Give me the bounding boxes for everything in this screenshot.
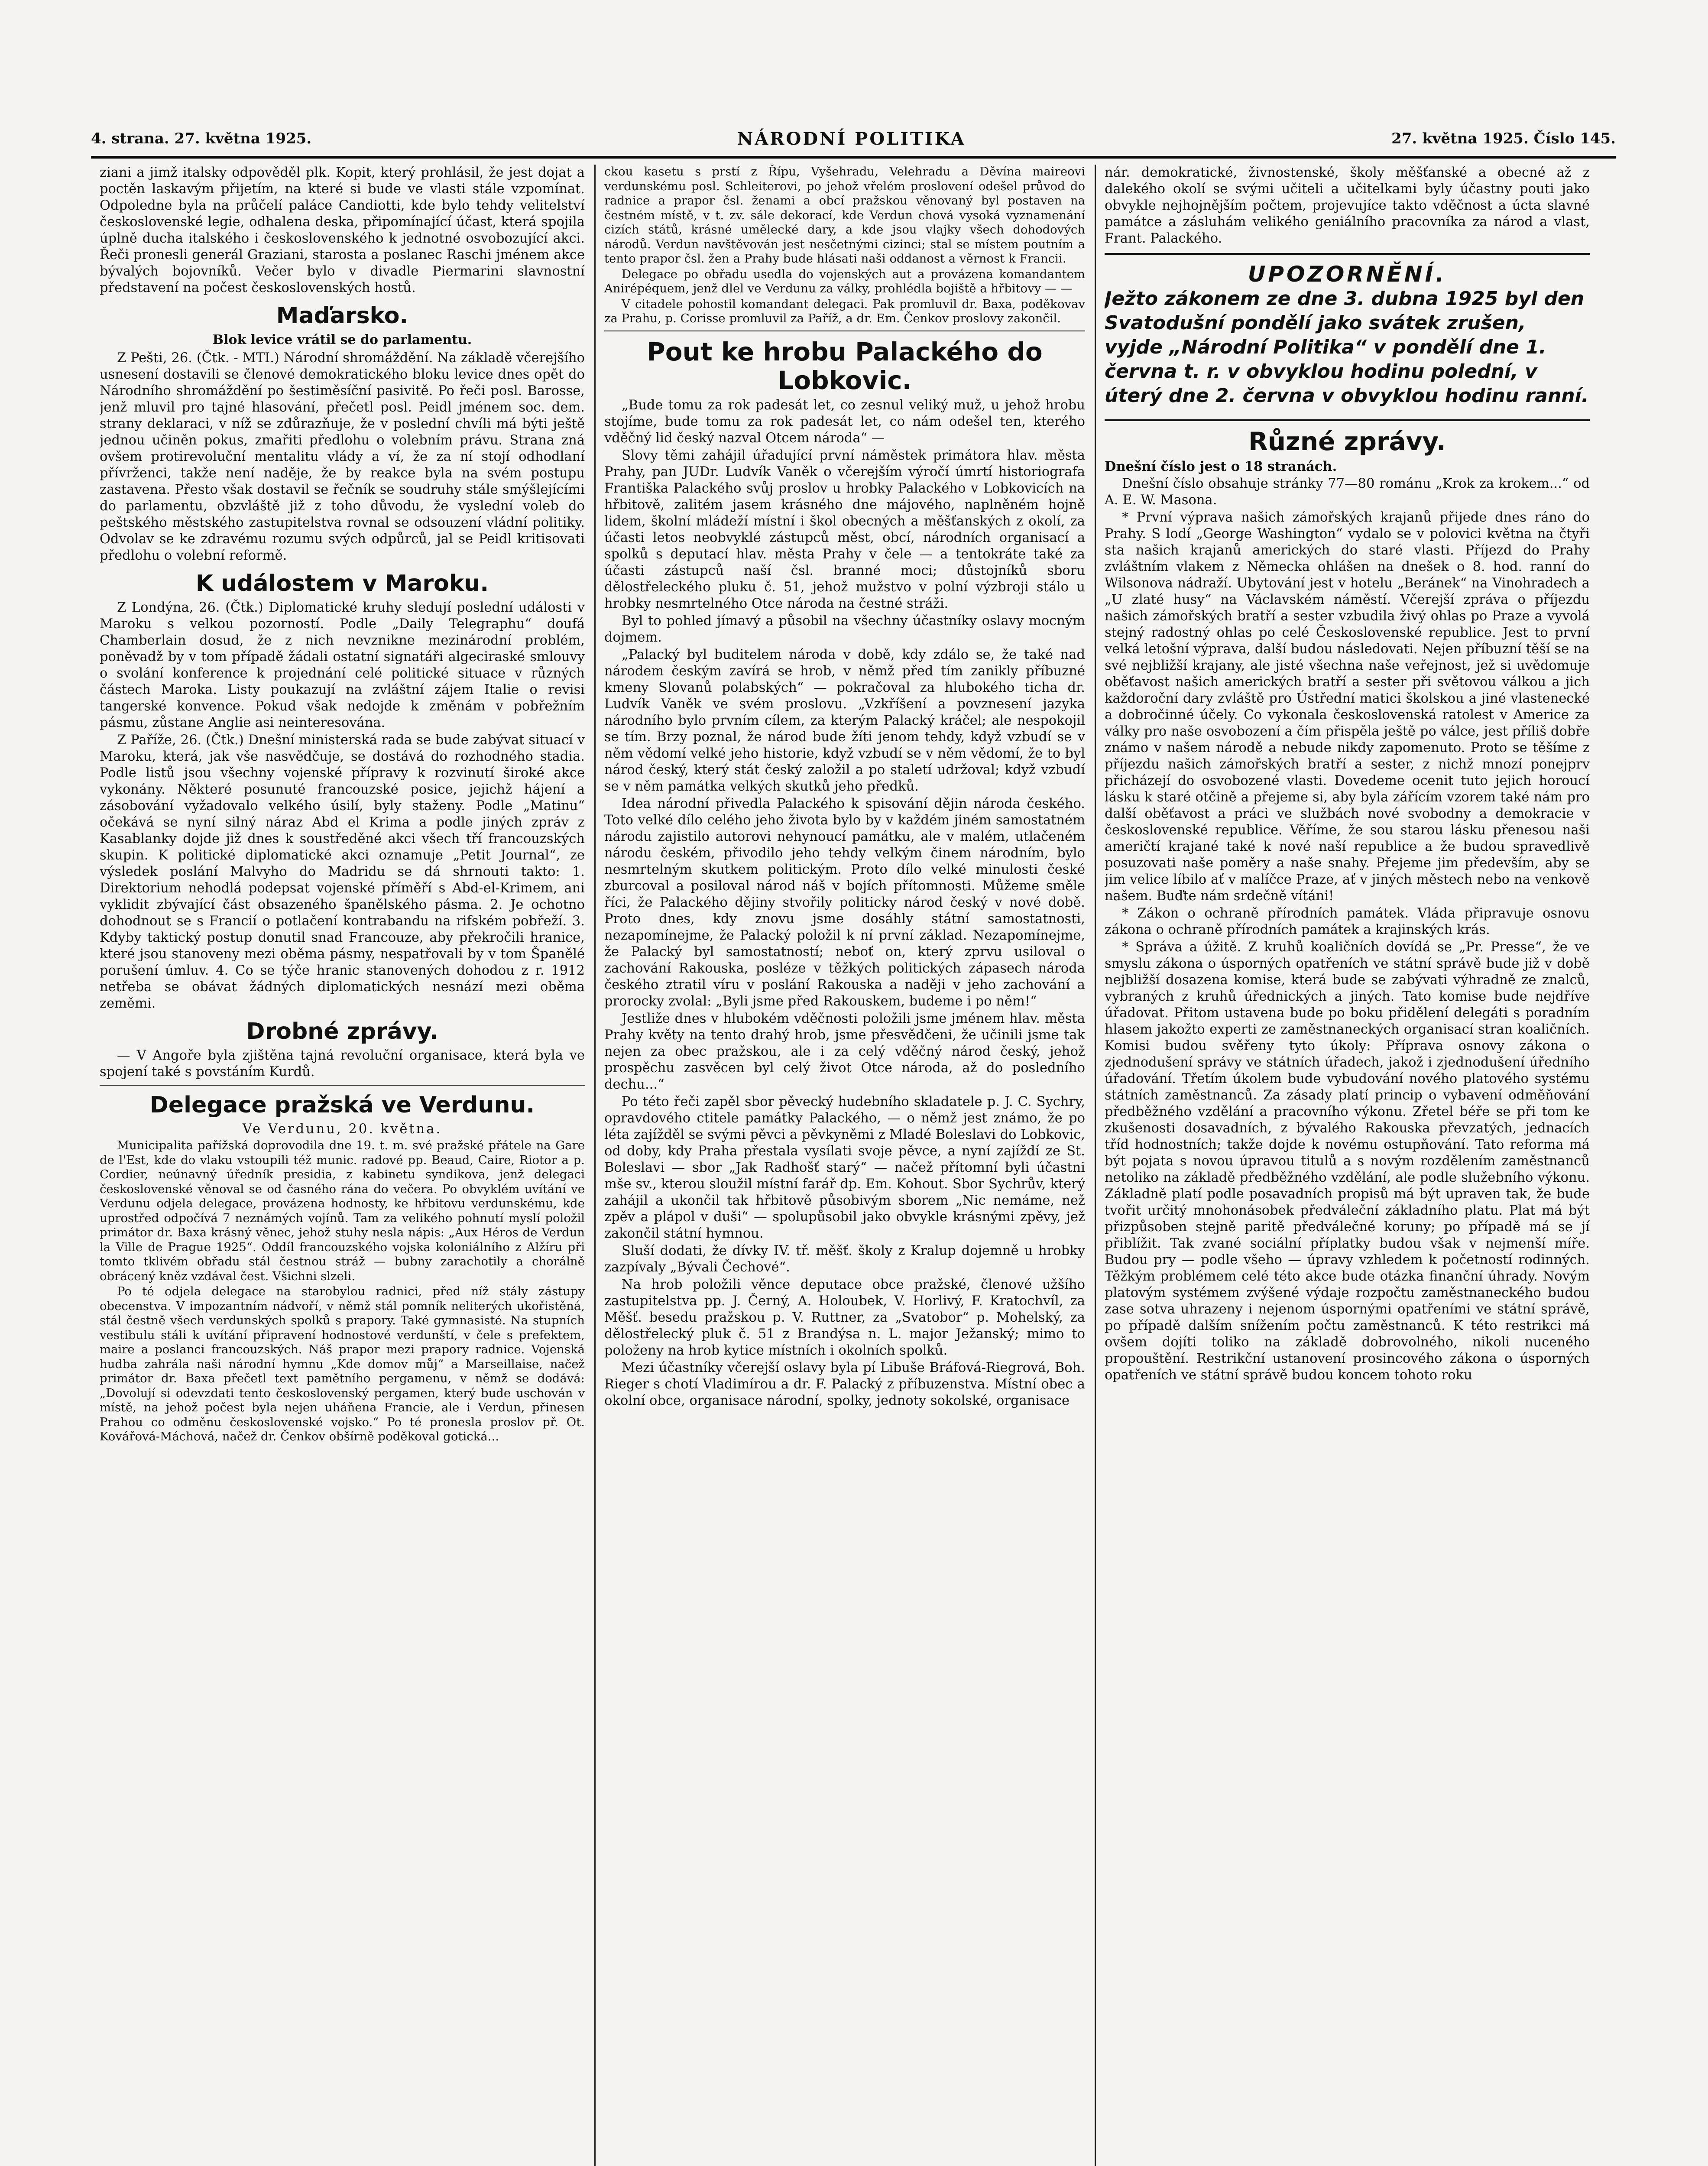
article-paragraph: nár. demokratické, živnostenské, školy měšťanské a obecné až z dalekého okolí se svými učiteli a učitelkami byly účastny pouti jako obvykle nejhojnějším počtem, projevujíce takto vděčnost a úcta slavné památce a zásluhám velikého geniálního pracovníka za národ a vlast, Frant. Palackého. (1105, 165, 1590, 246)
page-header (91, 121, 1616, 156)
article-paragraph: Slovy těmi zahájil úřadující první náměstek primátora hlav. města Prahy, pan JUDr. Ludvík Vaněk o včerejším výročí úmrtí historiografa Františka Palackého svůj proslov u hrobky Palackého v Lobkovicích na hřbitově, zalitém jasem krásného dne májového, naplněném hojně lidem, školní mládeží místní i škol obecných a měšťanských z okolí, za účasti letos neobvyklé zástupců měst, obcí, národních organisací a spolků s deputací hlav. města Prahy v čele — a tentokráte také za účasti zástupců naší čsl. branné moci; důstojníků sboru dělostřeleckého pluku č. 51, jehož mužstvo v polní výzbroji stálo u hrobky nesmrtelného Otce národa na čestné stráži. (604, 447, 1085, 611)
article-paragraph: Na hrob položili věnce deputace obce pražské, členové užšího zastupitelstva pp. J. Černý, A. Holoubek, V. Horlivý, F. Kratochvíl, za Měšť. besedu pražskou p. V. Ruttner, za „Svatobor“ p. Mohelský, za dělostřelecký pluk č. 51 z Brandýsa n. L. major Ježanský; mimo to položeny na hrob kytice místních i okolních spolků. (604, 1277, 1085, 1358)
section-heading-ruzne: Různé zprávy. (1248, 427, 1446, 456)
article-paragraph: Idea národní přivedla Palackého k spisování dějin národa českého. Toto velké dílo celého jeho života bylo by v každém jiném samostatném národu zajistilo autorovi nehynoucí památku, ale v malém, utlačeném národu českém, přivodilo jeho tehdy velkým činem národním, bylo nesmrtelným skutkem politickým. Proto dílo velké minulosti české zburcoval a posiloval národ náš v bojích přítomnosti. Můžeme směle říci, že Palackého dějiny stvořily politicky národ český v nové době. Proto dnes, kdy znovu jsme dosáhly státní samostatnosti, nezapomínejme, že Palacký položil k ní první základ. Nezapomínejme, že Palacký byl samostatností; neboť on, který zprvu usiloval o zachování Rakouska, posléze v těžkých politických zápasech národa českého ztratil víru v poslání Rakouska a naději v jeho zachování a prorocky zvolal: „Byli jsme před Rakouskem, budeme i po něm!“ (604, 796, 1085, 1009)
article-title-pout: Pout ke hrobu Palackého do Lobkovic. (647, 337, 1043, 395)
article-paragraph: * První výprava našich zámořských krajanů přijede dnes ráno do Prahy. S lodí „George Washington“ vydalo se v polovici května na čtyři sta našich krajanů amerických do staré vlasti. Příjezd do Prahy zvláštním vlakem z Německa ohlášen na dnešek o 8. hod. ranní do Wilsonova nádraží. Ubytování jest v hotelu „Beránek“ na Vinohradech a „U zlaté husy“ na Václavském náměstí. Včerejší zpráva o příjezdu našich zámořských bratří a sester vzbudila živý ohlas po Praze a vyvolá stejný radostný ohlas po celé Československé republice. Jest to první velká letošní výprava, další budou následovati. Nejen příbuzní těší se na své nejbližší krajany, ale jisté všechna naše veřejnost, jež si uvědomuje oběťavost našich amerických bratří a sester při světovou válkou a jich každoroční dary zvláště pro Ústřední matici školskou a jiné vlastenecké a dobročinné účely. Co vykonala československá ratolest v Americe za války pro naše osvobození a čím přispěla ještě po válce, jest příliš dobře známo v našem národě a nebude nikdy zapomenuto. Proto se těšíme z příjezdu našich zámořských bratří a sester, z nichž mnozí ponejprv přicházejí do osvobozené vlasti. Dovedeme ocenit tuto jejich horoucí lásku k staré otčině a přejeme si, aby byla zářícím vzorem také nám pro další oběťavost a práci ve službách nové svobodny a demokracie v československé republice. Věříme, že sou starou lásku přenesou naši američtí krajané také k nové naší republice a že budou spravedlivě posuzovati naše poměry a naše snahy. Přejeme jim především, aby se jim velice líbilo ať v malíčce Praze, ať v jiných městech nebo na venkově našem. Buďte nám srdečně vítáni! (1105, 510, 1590, 904)
header-rule (91, 156, 1616, 159)
article-paragraph: Sluší dodati, že dívky IV. tř. měšť. školy z Kralup dojemně u hrobky zazpívaly „Bývali Čechové“. (604, 1243, 1085, 1275)
article-paragraph: Z Pešti, 26. (Čtk. - MTI.) Národní shromáždění. Na základě včerejšího usnesení dostavili se členové demokratického bloku levice dnes opět do Národního shromáždění po šestiměsíční pasivitě. Po řeči posl. Barosse, jenž mluvil pro tajné hlasování, přečetl posl. Peidl jménem soc. dem. strany deklaraci, v níž se zdůrazňuje, že v poslední chvíli má býti ještě jednou učiněn pokus, zmařiti předlohu o volebním právu. Strana zná ovšem protirevoluční mentalitu vlády a ví, že za ní stojí odhodlaní přívrženci, takže není naděje, že by reakce byla na svém postupu zastavena. Přesto však dostavil se řečník se soudruhy stále smýšlejícími do parlamentu, obzvláště již z toho důvodu, že vyslední voleb do peštského městského zastupitelstva rovnal se odsouzení vládní politiky. Odvolav se ke zdravému rozumu svých odpůrců, jal se Peidl kritisovati předlohu o volební reformě. (100, 350, 585, 563)
article-paragraph: Mezi účastníky včerejší oslavy byla pí Libuše Bráfová-Riegrová, Boh. Rieger s chotí Vladimírou a dr. F. Palacký z příbuzenstva. Místní obec a okolní obce, organisace národní, spolky, jednoty sokolské, organisace (604, 1360, 1085, 1408)
article-paragraph: „Palacký byl buditelem národa v době, kdy zdálo se, že také nad národem českým zavírá se hrob, v němž před tím zanikly příbuzné kmeny Slovanů polabských“ — pokračoval za hlubokého ticha dr. Ludvík Vaněk ve svém proslovu. „Vzkříšení a povznesení jazyka národního bylo prvním cílem, za kterým Palacký kráčel; ale nespokojil se tím. Brzy poznal, že národ bude žíti jenom tehdy, když vzbudí se v něm vědomí velké jeho historie, když vzbudí se v něm vědomí, že to byl národ český, který stát český založil a po staletí udržoval; když vzbudí se v něm památka velkých skutků jeho předků. (604, 647, 1085, 794)
article-paragraph: Z Londýna, 26. (Čtk.) Diplomatické kruhy sledují poslední události v Maroku s velkou pozorností. Podle „Daily Telegraphu“ doufá Chamberlain dosud, že z nich nevznikne mezinárodní problém, poněvadž by v tom případě žádali ostatní signatáři algeciraské smlouvy o svolání konference k projednání celé politické situace v různých částech Maroka. Listy poukazují na zvláštní zájem Italie o revisi tangerské konvence. Pokud však nedojde k změnám v pobřežním pásmu, zůstane Anglie asi neinteresována. (100, 600, 585, 730)
section-heading-drobne: Drobné zprávy. (246, 1018, 438, 1044)
column-1 (100, 165, 585, 2166)
article-paragraph: Jestliže dnes v hlubokém vděčnosti položili jsme jménem hlav. města Prahy květy na tento drahý hrob, jsme přesvědčeni, že učinili jsme tak nejen za obec pražskou, ale i za celý vděčný národ český, jehož prospěchu zasvěcen byl celý život Otce národa, až do posledního dechu...“ (604, 1011, 1085, 1092)
article-paragraph: V citadele pohostil komandant delegaci. Pak promluvil dr. Baxa, poděkovav za Prahu, p. Corisse promluvil za Paříž, a dr. Em. Čenkov proslovy zakončil. (604, 297, 1085, 325)
article-paragraph: Po této řeči zapěl sbor pěvecký hudebního skladatele p. J. C. Sychry, opravdového ctitele památky Palackého, — o němž jest známo, že po léta zajížděl se svými pěvci a pěvkyněmi z Mladé Boleslavi do Lobkovic, od doby, kdy Praha přestala vysílati svoje pěvce, a nyní zajíždí ze St. Boleslavi — sbor „Jak Radhošť starý“ — načež přítomní byli účastni mše sv., kterou sloužil místní farář dp. Em. Kohout. Sbor Sychrův, který zahájil a ukončil tak hřbitově působivým sborem „Nic nemáme, než zpěv a plápol v duši“ — spolupůsobil jako obvykle krásnými zpěvy, jež zakončil státní hymnou. (604, 1094, 1085, 1241)
article-paragraph: ziani a jimž italsky odpověděl plk. Kopit, který prohlásil, že jest dojat a poctěn laskavým přijetím, na které si bude ve vlasti stále vzpomínat. Odpoledne byla na průčelí paláce Candiotti, kde bylo tehdy velitelství československé legie, odhalena deska, připomínající účast, která spojila úplně ducha italského i československého k jednotné osvobozující akci. Řeči pronesli generál Graziani, starosta a poslanec Raschi jménem akce bývalých bojovníků. Večer bylo v divadle Piermarini slavnostní představení na počest československých hostů. (100, 165, 585, 295)
header-page-date: 4. strana. 27. května 1925. (91, 130, 312, 147)
dateline: Ve Verdunu, 20. května. (242, 1122, 442, 1137)
separator (1105, 253, 1590, 255)
separator (100, 1085, 585, 1086)
article-paragraph: * Správa a úžitě. Z kruhů koaličních dovídá se „Pr. Presse“, že ve smyslu zákona o úsporných opatřeních ve státní správě bude již v době nejbližší dosazena komise, která bude se zabývati výhradně ze znalců, vybraných z kruhů úřednických a jiných. Tato komise bude nejdříve úřadovat. Přitom ustavena bude po boku přidělení delegáti s poradním hlasem jakožto experti ze zaměstnaneckých organisací stran koaličních. Komisi budou svěřeny tyto úkoly: Příprava osnovy zákona o zjednodušení správy ve státních úřadech, jakož i zjednodušení úředního úřadování. Třetím úkolem bude vybudování nového platového systému státních zaměstnanců. Za zásady platí princip o vybavení odměňování předběžného vzdělání a pracovního výkonu. Zřetel béře se při tom ke zkušenosti dosavadních, z bývalého Rakouska převzatých, jednacích tříd hodnostních; takže dojde k novému ostupňování. Tato reforma má být pojata s novou úpravou titulů a s novým rozdělením zaměstnanců netoliko na základě předběžného vzdělání, ale podle služebního výkonu. Základně platí podle posavadních propisů má být upraven tak, že bude tvořit určitý mnohonásobek předváleční základního platu. Plat má být přizpůsoben stejně paritě předválečné koruny; po případě má se jí přiblížit. Tak zvané sociální příplatky budou však v nejmenší míře. Budou pry — podle všeho — úpravy vzhledem k početností rodinných. Těžkým problémem celé této akce bude otázka finanční úhrady. Novým platovým systémem zvýšené výdaje rozpočtu zaměstnaneckého budou zase sotva uhrazeny i nejenom úspornými opatřeními ve státní správě, po případě dalším snížením počtu zaměstnanců. K této restrikci má ovšem dojíti toliko na základě dobrovolného, nikoli nuceného propouštění. Restrikční ustanovení prosincového zákona o úsporných opatřeních ve státní správě budou koncem tohoto roku (1105, 940, 1590, 1383)
notice-body: Ježto zákonem ze dne 3. dubna 1925 byl den Svatodušní pondělí jako svátek zrušen, vyjde „Národní Politika“ v pondělí dne 1. června t. r. v obvyklou hodinu polední, v úterý dne 2. června v obvyklou hodinu ranní. (1105, 288, 1589, 407)
article-paragraph: Po té odjela delegace na starobylou radnici, před níž stály zástupy obecenstva. V impozantním nádvoří, v němž stál pomník neliterých ukořistěná, stál čestně všech verdunských spolků s prapory. Také gymnasisté. Na stupních vestibulu stáli k uvítání připravení hodnostové verdunští, v čele s prefektem, maire a poslanci francouzských. Náš prapor mezi prapory radnice. Vojenská hudba zahrála naši národní hymnu „Kde domov můj“ a Marseillaise, načež primátor dr. Baxa přečetl text pamětního pergamenu, v němž se dodává: „Dovolují si odevzdati tento československý pergamen, který bude uschován v místě, na jehož počest byla nejen uháňena Francie, ale i Verdun, přinesen Prahou co odměnu československé vojsko.“ Po té pronesla proslov př. Ot. Kovářová-Máchová, načež dr. Čenkov obšírně poděkoval gotická... (100, 1284, 585, 1443)
column-3 (1105, 165, 1590, 2166)
column-2 (604, 165, 1085, 2166)
article-paragraph: Dnešní číslo obsahuje stránky 77—80 románu „Krok za krokem...“ od A. E. W. Masona. (1105, 476, 1590, 508)
article-title-delegace: Delegace pražská ve Verdunu. (149, 1092, 535, 1118)
article-subheading: Blok levice vrátil se do parlamentu. (212, 332, 472, 347)
article-paragraph: Municipalita pařížská doprovodila dne 19. t. m. své pražské přátele na Gare de l'Est, kde do vlaku vstoupili též munic. radové pp. Beaud, Caire, Riotor a p. Cordier, neúnavný úředník presidia, z kabinetu syndikova, jenž delegaci československé věnoval se od časného rána do večera. Po obvyklém uvítání ve Verdunu odjela delegace, provázena hodnosty, ke hřbitovu verdunskému, kde uprostřed odpočívá 7 neznámých vojínů. Tam za velikého pohnutí myslí položil primátor dr. Baxa krásný věnec, jehož stuhy nesla nápis: „Aux Héros de Verdun la Ville de Prague 1925“. Oddíl francouzského vojska koloniálního z Alžíru při tomto tklivém obřadu stál čestnou stráž — bubny zarachotily a chorálně obrácený kněz vzdával čest. Všichni slzeli. (100, 1138, 585, 1283)
column-divider (594, 165, 596, 2166)
masthead-title: NÁRODNÍ POLITIKA (737, 128, 966, 149)
header-issue-number: 27. května 1925. Číslo 145. (1391, 130, 1616, 147)
article-paragraph: ckou kasetu s prstí z Řípu, Vyšehradu, Velehradu a Děvína maireovi verdunskému posl. Schleiterovi, po jehož vřelém proslovení odešel průvod do radnice a prapor čsl. ženami a obcí pražskou věnovaný byl postaven na čestném místě, v t. zv. sále dekorací, kde Verdun chová vysoká vyznamenání cizích států, krásné umělecké dary, a kde jsou vlajky všech dohodových národů. Verdun navštěvován jest nesčetnými cizinci; stal se místem poutním a tento prapor čsl. žen a Prahy bude hlásati naši oddanost a věrnost k Francii. (604, 165, 1085, 266)
article-paragraph: „Bude tomu za rok padesát let, co zesnul veliký muž, u jehož hrobu stojíme, bude tomu za rok padesát let, co nám odešel ten, kterého vděčný lid český nazval Otcem národa“ — (604, 397, 1085, 446)
article-lead: Dnešní číslo jest o 18 stranách. (1105, 459, 1337, 474)
section-heading-madarsko: Maďarsko. (276, 303, 408, 329)
column-divider (1095, 165, 1096, 2166)
section-heading-maroko: K událostem v Maroku. (195, 571, 489, 597)
notice-box (1105, 263, 1590, 412)
article-paragraph: — V Angoře byla zjištěna tajná revoluční organisace, která byla ve spojení také s povstáním Kurdů. (100, 1048, 585, 1080)
article-paragraph: Delegace po obřadu usedla do vojenských aut a provázena komandantem Anirépéquem, jenž dlel ve Verdunu za války, prohlédla bojiště a hřbitovy — — (604, 267, 1085, 295)
article-paragraph: Byl to pohled jímavý a působil na všechny účastníky oslavy mocným dojmem. (604, 613, 1085, 645)
notice-title: UPOZORNĚNÍ. (1248, 262, 1447, 287)
separator (1105, 419, 1590, 421)
article-paragraph: * Zákon o ochraně přírodních památek. Vláda připravuje osnovu zákona o ochraně přírodních památek a krajinských krás. (1105, 906, 1590, 937)
article-paragraph: Z Paříže, 26. (Čtk.) Dnešní ministerská rada se bude zabývat situací v Maroku, která, jak vše nasvědčuje, se dostává do rozhodného stadia. Podle listů jsou všechny vojenské přípravy k rozvinutí široké akce vykonány. Některé posunuté francouzské posice, jejichž hájení a zásobování vyžadovalo velkého úsilí, byly staženy. Podle „Matinu“ očekává se nyní silný náraz Abd el Krima a podle jiných zpráv z Kasablanky dojde již dnes k soustředěné akci všech tří francouzských skupin. K politické diplomatické akci oznamuje „Petit Journal“, ze výsledek poslání Malvyho do Madridu se dá shrnouti takto: 1. Direktorium nehodlá podepsat vojenské příměří s Abd-el-Krimem, ani vyklidit zbývající část obsazeného španělského pásma. 2. Je ochotno dohodnout se s Francií o potlačení kontrabandu na rifském pobřeží. 3. Kdyby taktický postup donutil snad Francouze, aby překročili hranice, které jsou stanoveny mezi oběma pásmy, nespatřovali by v tom Španělé porušení úmluv. 4. Co se týče hranic stanovených dohodou z r. 1912 netřeba se obávat žádných diplomatických nesnází mezi oběma zeměmi. (100, 733, 585, 1011)
